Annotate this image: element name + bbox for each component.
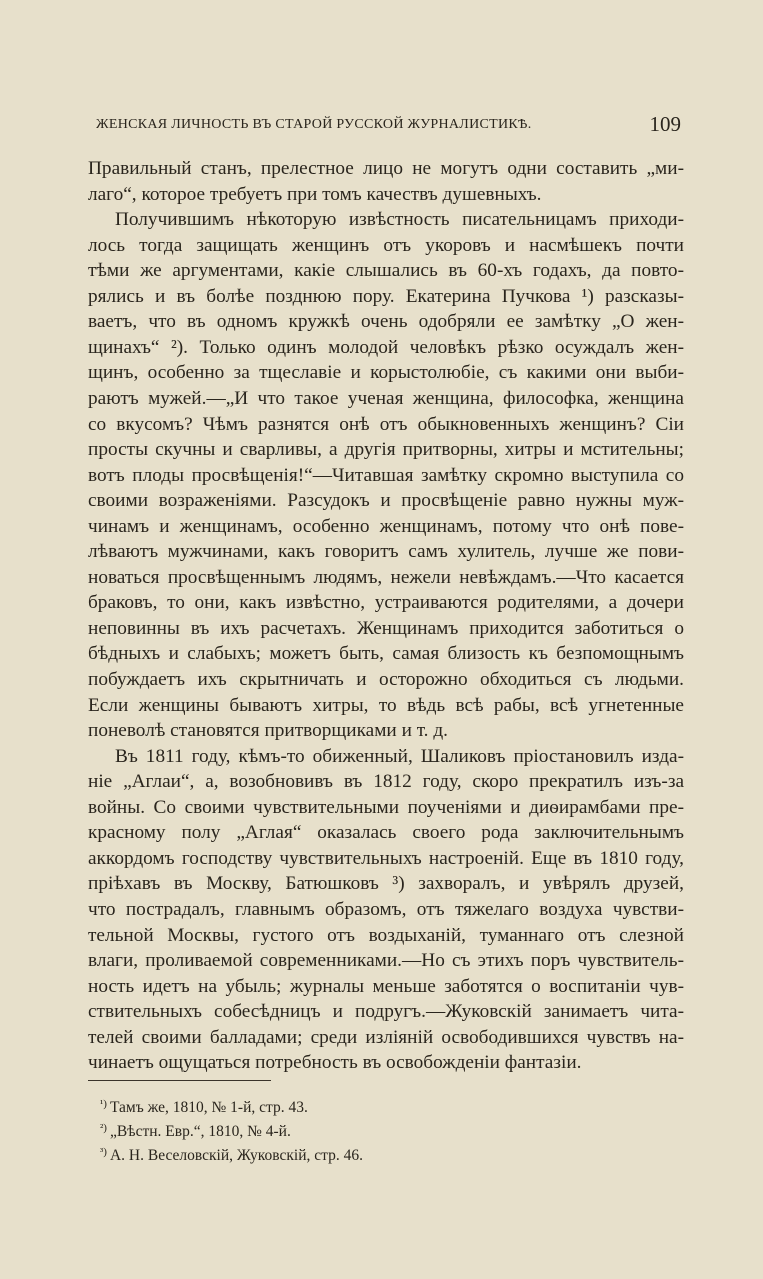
text-line: рялись и въ болѣе позднюю пору. Екатерина Пучкова ¹) разсказы- (88, 286, 684, 307)
footnote-2 (100, 1117, 291, 1139)
text-line: просты скучны и сварливы, а другія притворны, хитры и мстительны; (88, 439, 684, 460)
text-line: браковъ, то они, какъ извѣстно, устраиваются родителями, а дочери (88, 592, 684, 613)
text-line: щинахъ“ ²). Только одинъ молодой человѣкъ рѣзко осуждалъ жен- (88, 337, 684, 358)
footnote-text: „Вѣстн. Евр.“, 1810, № 4-й. (109, 1123, 291, 1140)
text-line: лось тогда защищать женщинъ отъ укоровъ и насмѣшекъ почти (88, 235, 684, 256)
text-line: влаги, проливаемой современниками.—Но съ этихъ поръ чувствитель- (88, 950, 684, 971)
footnote-divider (88, 1080, 271, 1081)
text-line: щинъ, особенно за тщеславіе и корыстолюбіе, съ какими они выби- (88, 362, 684, 383)
text-line: Въ 1811 году, кѣмъ-то обиженный, Шаликовъ пріостановилъ изда- (115, 746, 684, 767)
running-title: ЖЕНСКАЯ ЛИЧНОСТЬ ВЪ СТАРОЙ РУССКОЙ ЖУРНАЛИСТИКѢ. (96, 117, 532, 132)
text-line: ваетъ, что въ одномъ кружкѣ очень одобряли ее замѣтку „О жен- (88, 311, 684, 332)
footnote-text: Тамъ же, 1810, № 1-й, стр. 43. (109, 1099, 308, 1116)
text-line: что пострадалъ, главнымъ образомъ, отъ тяжелаго воздуха чувстви- (88, 899, 684, 920)
text-line: Получившимъ нѣкоторую извѣстность писательницамъ приходи- (115, 209, 684, 230)
text-line: чинамъ и женщинамъ, особенно женщинамъ, потому что онѣ пове- (88, 516, 684, 537)
text-line: ствительныхъ собесѣдницъ и подругъ.—Жуковскій занимаетъ чита- (88, 1001, 684, 1022)
text-line: бѣдныхъ и слабыхъ; можетъ быть, самая близость къ безпомощнымъ (88, 643, 684, 664)
text-line: со вкусомъ? Чѣмъ разнятся онѣ отъ обыкновенныхъ женщинъ? Сіи (88, 414, 684, 435)
text-line: лаго“, которое требуетъ при томъ качествъ душевныхъ. (88, 184, 542, 205)
footnote-1 (100, 1093, 308, 1115)
text-line: Правильный станъ, прелестное лицо не могутъ одни составить „ми- (88, 158, 684, 179)
text-line: тѣми же аргументами, какіе слышались въ 60-хъ годахъ, да повто- (88, 260, 684, 281)
footnote-marker: ¹) (100, 1098, 107, 1110)
footnote-text: А. Н. Веселовскій, Жуковскій, стр. 46. (109, 1147, 363, 1164)
text-line: пріѣхавъ въ Москву, Батюшковъ ³) захворалъ, и увѣрялъ друзей, (88, 873, 684, 894)
text-line: ность идетъ на убыль; журналы меньше заботятся о воспитаніи чув- (88, 976, 684, 997)
text-line: ніе „Аглаи“, а, возобновивъ въ 1812 году, скоро прекратилъ изъ-за (88, 771, 684, 792)
footnote-3 (100, 1141, 363, 1163)
text-line: побуждаетъ ихъ скрытничать и осторожно обходиться съ людьми. (88, 669, 684, 690)
text-line: своими возраженіями. Разсудокъ и просвѣщеніе равно нужны муж- (88, 490, 684, 511)
text-line: войны. Со своими чувствительными поученіями и диѳирамбами пре- (88, 797, 684, 818)
footnote-marker: ³) (100, 1146, 107, 1158)
page-number: 109 (649, 112, 681, 136)
footnote-marker: ²) (100, 1122, 107, 1134)
text-line: новаться просвѣщеннымъ людямъ, нежели невѣждамъ.—Что касается (88, 567, 684, 588)
text-line: красному полу „Аглая“ оказалась своего рода заключительнымъ (88, 822, 684, 843)
text-line: телей своими балладами; среди изліяній освободившихся чувствъ на- (88, 1027, 684, 1048)
text-line: неповинны въ ихъ расчетахъ. Женщинамъ приходится заботиться о (88, 618, 684, 639)
text-line: раютъ мужей.—„И что такое ученая женщина, философка, женщина (88, 388, 684, 409)
text-line: Если женщины бываютъ хитры, то вѣдь всѣ рабы, всѣ угнетенные (88, 695, 684, 716)
text-line: поневолѣ становятся притворщиками и т. д. (88, 720, 448, 741)
text-line: лѣваютъ мужчинами, какъ говоритъ самъ хулитель, лучше же пови- (88, 541, 684, 562)
text-line: чинаетъ ощущаться потребность въ освобожденіи фантазіи. (88, 1052, 582, 1073)
text-line: тельной Москвы, густого отъ воздыханій, туманнаго отъ слезной (88, 925, 684, 946)
text-line: аккордомъ господству чувствительныхъ настроеній. Еще въ 1810 году, (88, 848, 684, 869)
text-line: вотъ плоды просвѣщенія!“—Читавшая замѣтку скромно выступила со (88, 465, 684, 486)
